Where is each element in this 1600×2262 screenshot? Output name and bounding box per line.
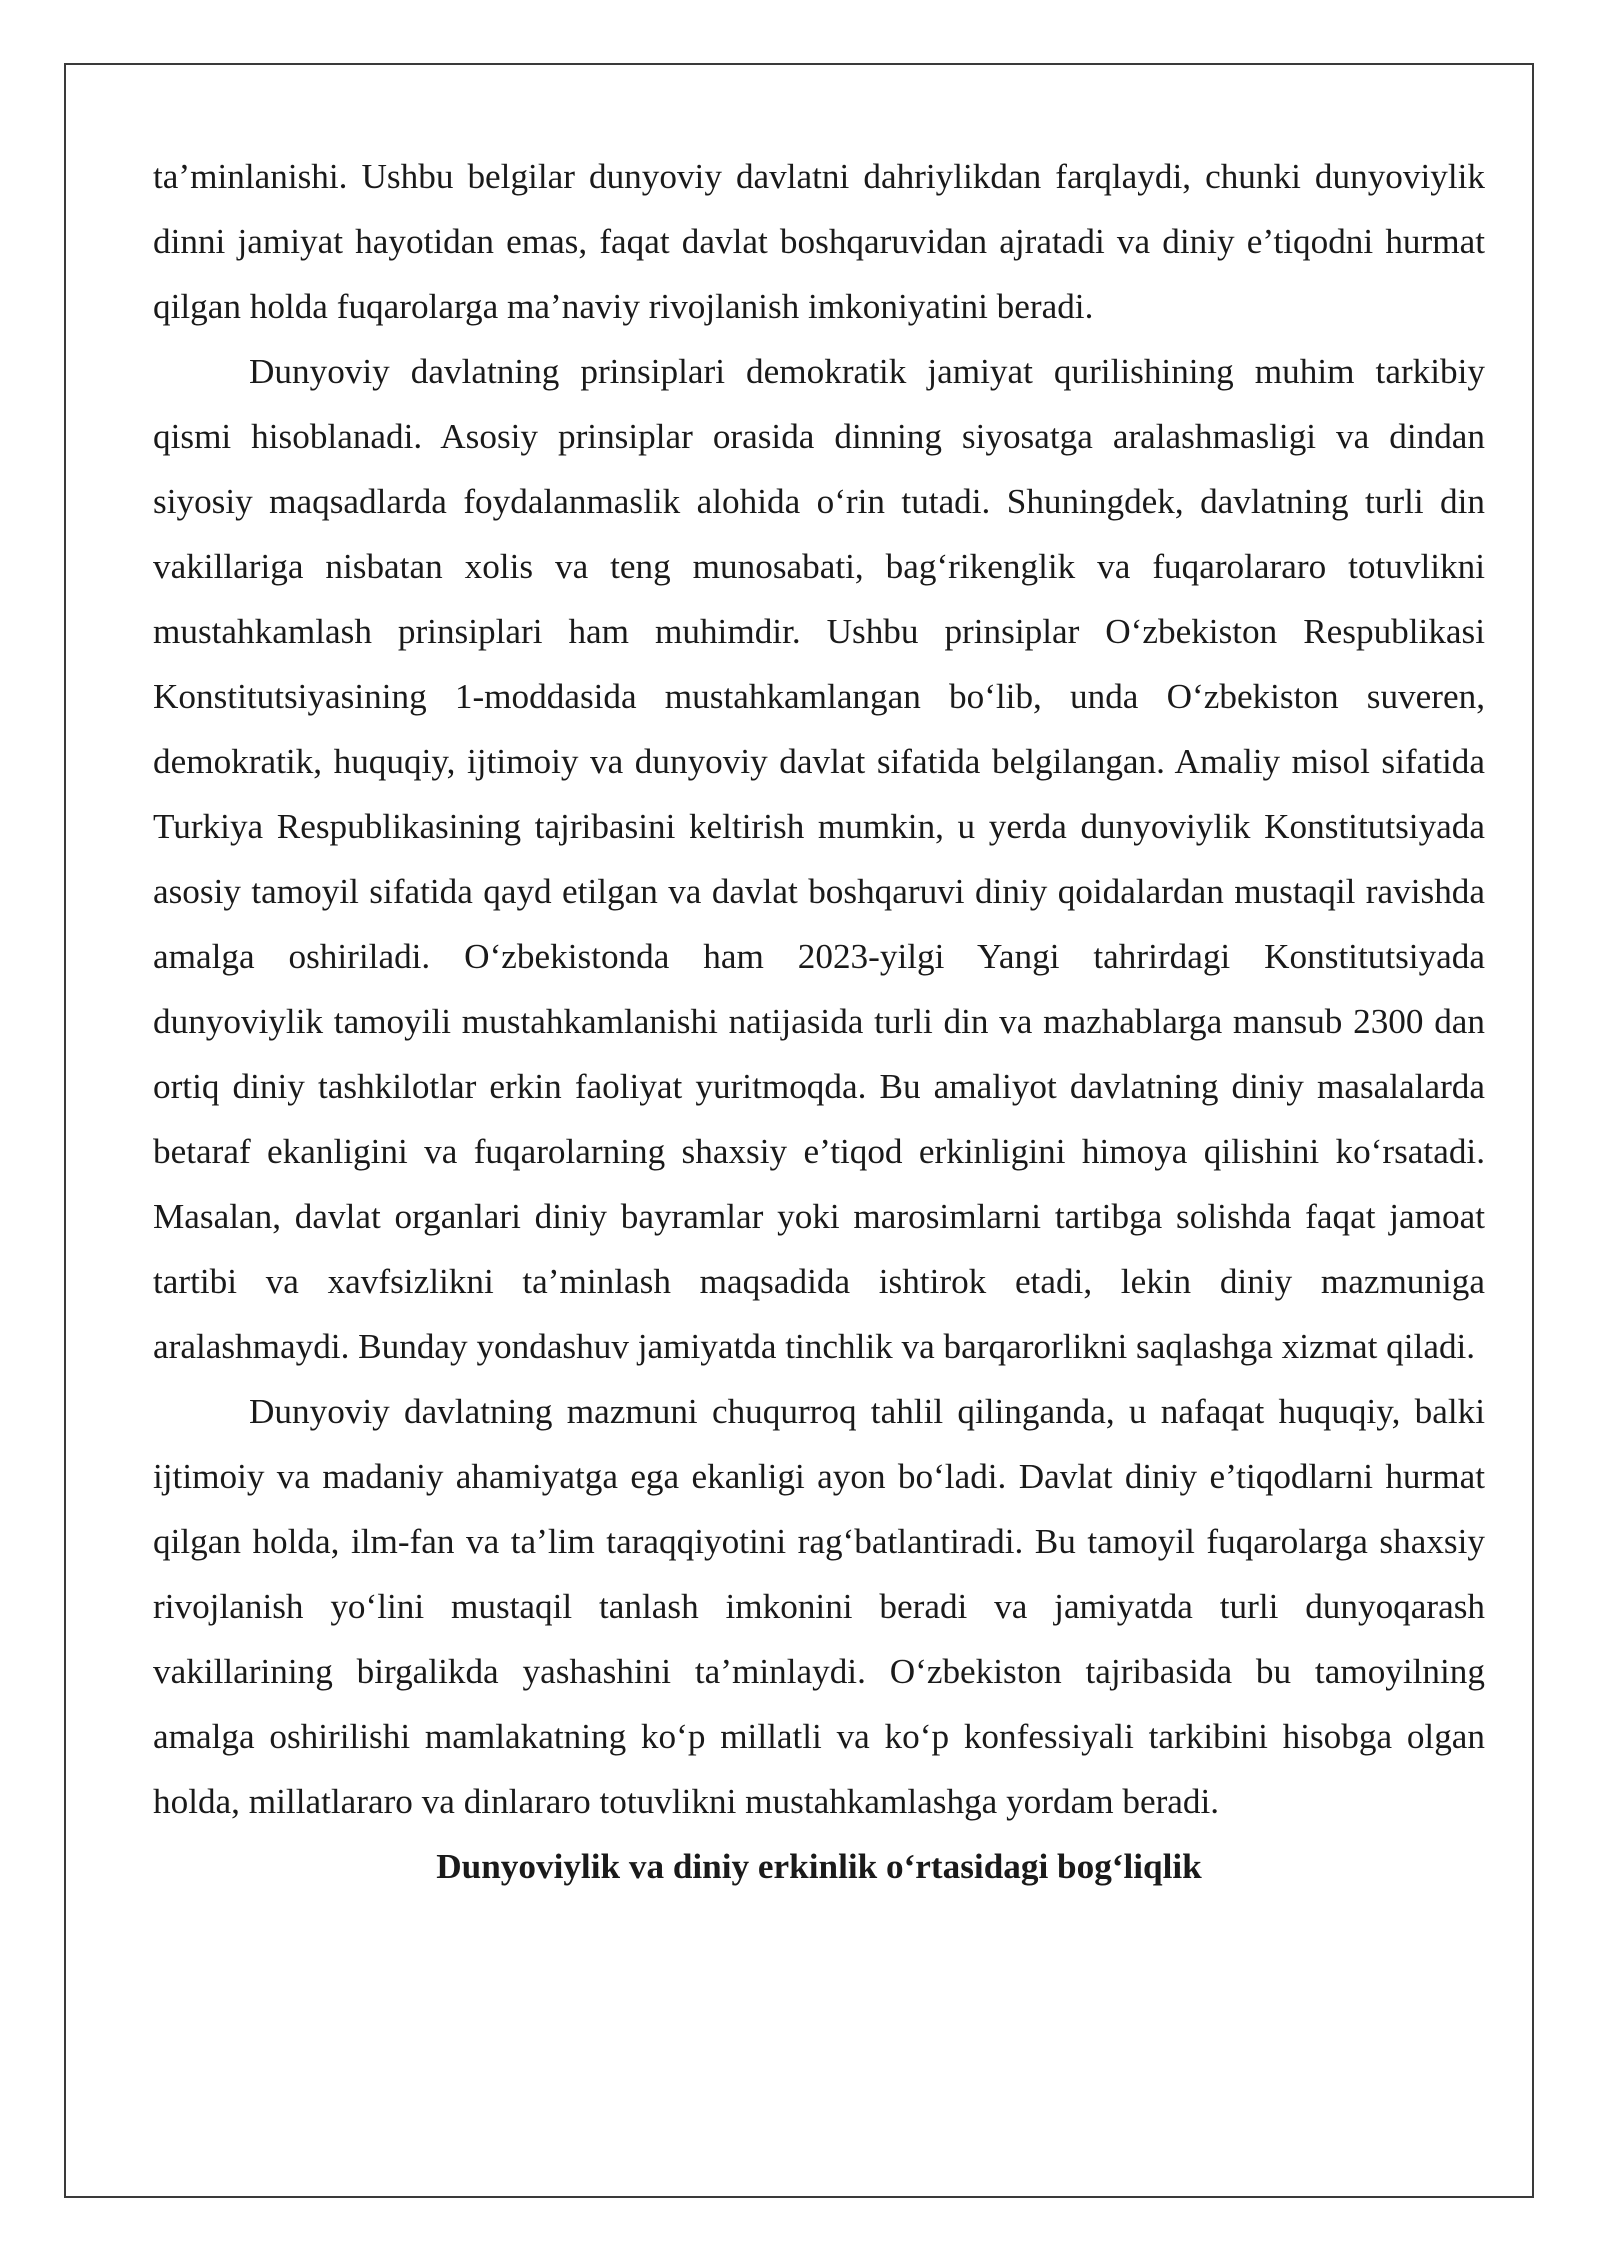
document-body bbox=[153, 144, 1485, 1899]
paragraph-2: Dunyoviy davlatning prinsiplari demokratik jamiyat qurilishining muhim tarkibiy qismi hisoblanadi. Asosiy prinsiplar orasida dinning siyosatga aralashmasligi va dindan siyosiy maqsadlarda foydalanmaslik alohida oʻrin tutadi. Shuningdek, davlatning turli din vakillariga nisbatan xolis va teng munosabati, bagʻrikenglik va fuqarolararo totuvlikni mustahkamlash prinsiplari ham muhimdir. Ushbu prinsiplar Oʻzbekiston Respublikasi Konstitutsiyasining 1-moddasida mustahkamlangan boʻlib, unda Oʻzbekiston suveren, demokratik, huquqiy, ijtimoiy va dunyoviy davlat sifatida belgilangan. Amaliy misol sifatida Turkiya Respublikasining tajribasini keltirish mumkin, u yerda dunyoviylik Konstitutsiyada asosiy tamoyil sifatida qayd etilgan va davlat boshqaruvi diniy qoidalardan mustaqil ravishda amalga oshiriladi. Oʻzbekistonda ham 2023-yilgi Yangi tahrirdagi Konstitutsiyada dunyoviylik tamoyili mustahkamlanishi natijasida turli din va mazhablarga mansub 2300 dan ortiq diniy tashkilotlar erkin faoliyat yuritmoqda. Bu amaliyot davlatning diniy masalalarda betaraf ekanligini va fuqarolarning shaxsiy e’tiqod erkinligini himoya qilishini koʻrsatadi. Masalan, davlat organlari diniy bayramlar yoki marosimlarni tartibga solishda faqat jamoat tartibi va xavfsizlikni ta’minlash maqsadida ishtirok etadi, lekin diniy mazmuniga aralashmaydi. Bunday yondashuv jamiyatda tinchlik va barqarorlikni saqlashga xizmat qiladi. bbox=[153, 352, 1485, 1366]
section-heading: Dunyoviylik va diniy erkinlik oʻrtasidagi bogʻliqlik bbox=[436, 1847, 1202, 1886]
paragraph-3: Dunyoviy davlatning mazmuni chuqurroq tahlil qilinganda, u nafaqat huquqiy, balki ijtimoiy va madaniy ahamiyatga ega ekanligi ayon boʻladi. Davlat diniy e’tiqodlarni hurmat qilgan holda, ilm-fan va ta’lim taraqqiyotini ragʻbatlantiradi. Bu tamoyil fuqarolarga shaxsiy rivojlanish yoʻlini mustaqil tanlash imkonini beradi va jamiyatda turli dunyoqarash vakillarining birgalikda yashashini ta’minlaydi. Oʻzbekiston tajribasida bu tamoyilning amalga oshirilishi mamlakatning koʻp millatli va koʻp konfessiyali tarkibini hisobga olgan holda, millatlararo va dinlararo totuvlikni mustahkamlashga yordam beradi. bbox=[153, 1392, 1485, 1821]
paragraph-1: ta’minlanishi. Ushbu belgilar dunyoviy davlatni dahriylikdan farqlaydi, chunki dunyoviylik dinni jamiyat hayotidan emas, faqat davlat boshqaruvidan ajratadi va diniy e’tiqodni hurmat qilgan holda fuqarolarga ma’naviy rivojlanish imkoniyatini beradi. bbox=[153, 157, 1485, 326]
